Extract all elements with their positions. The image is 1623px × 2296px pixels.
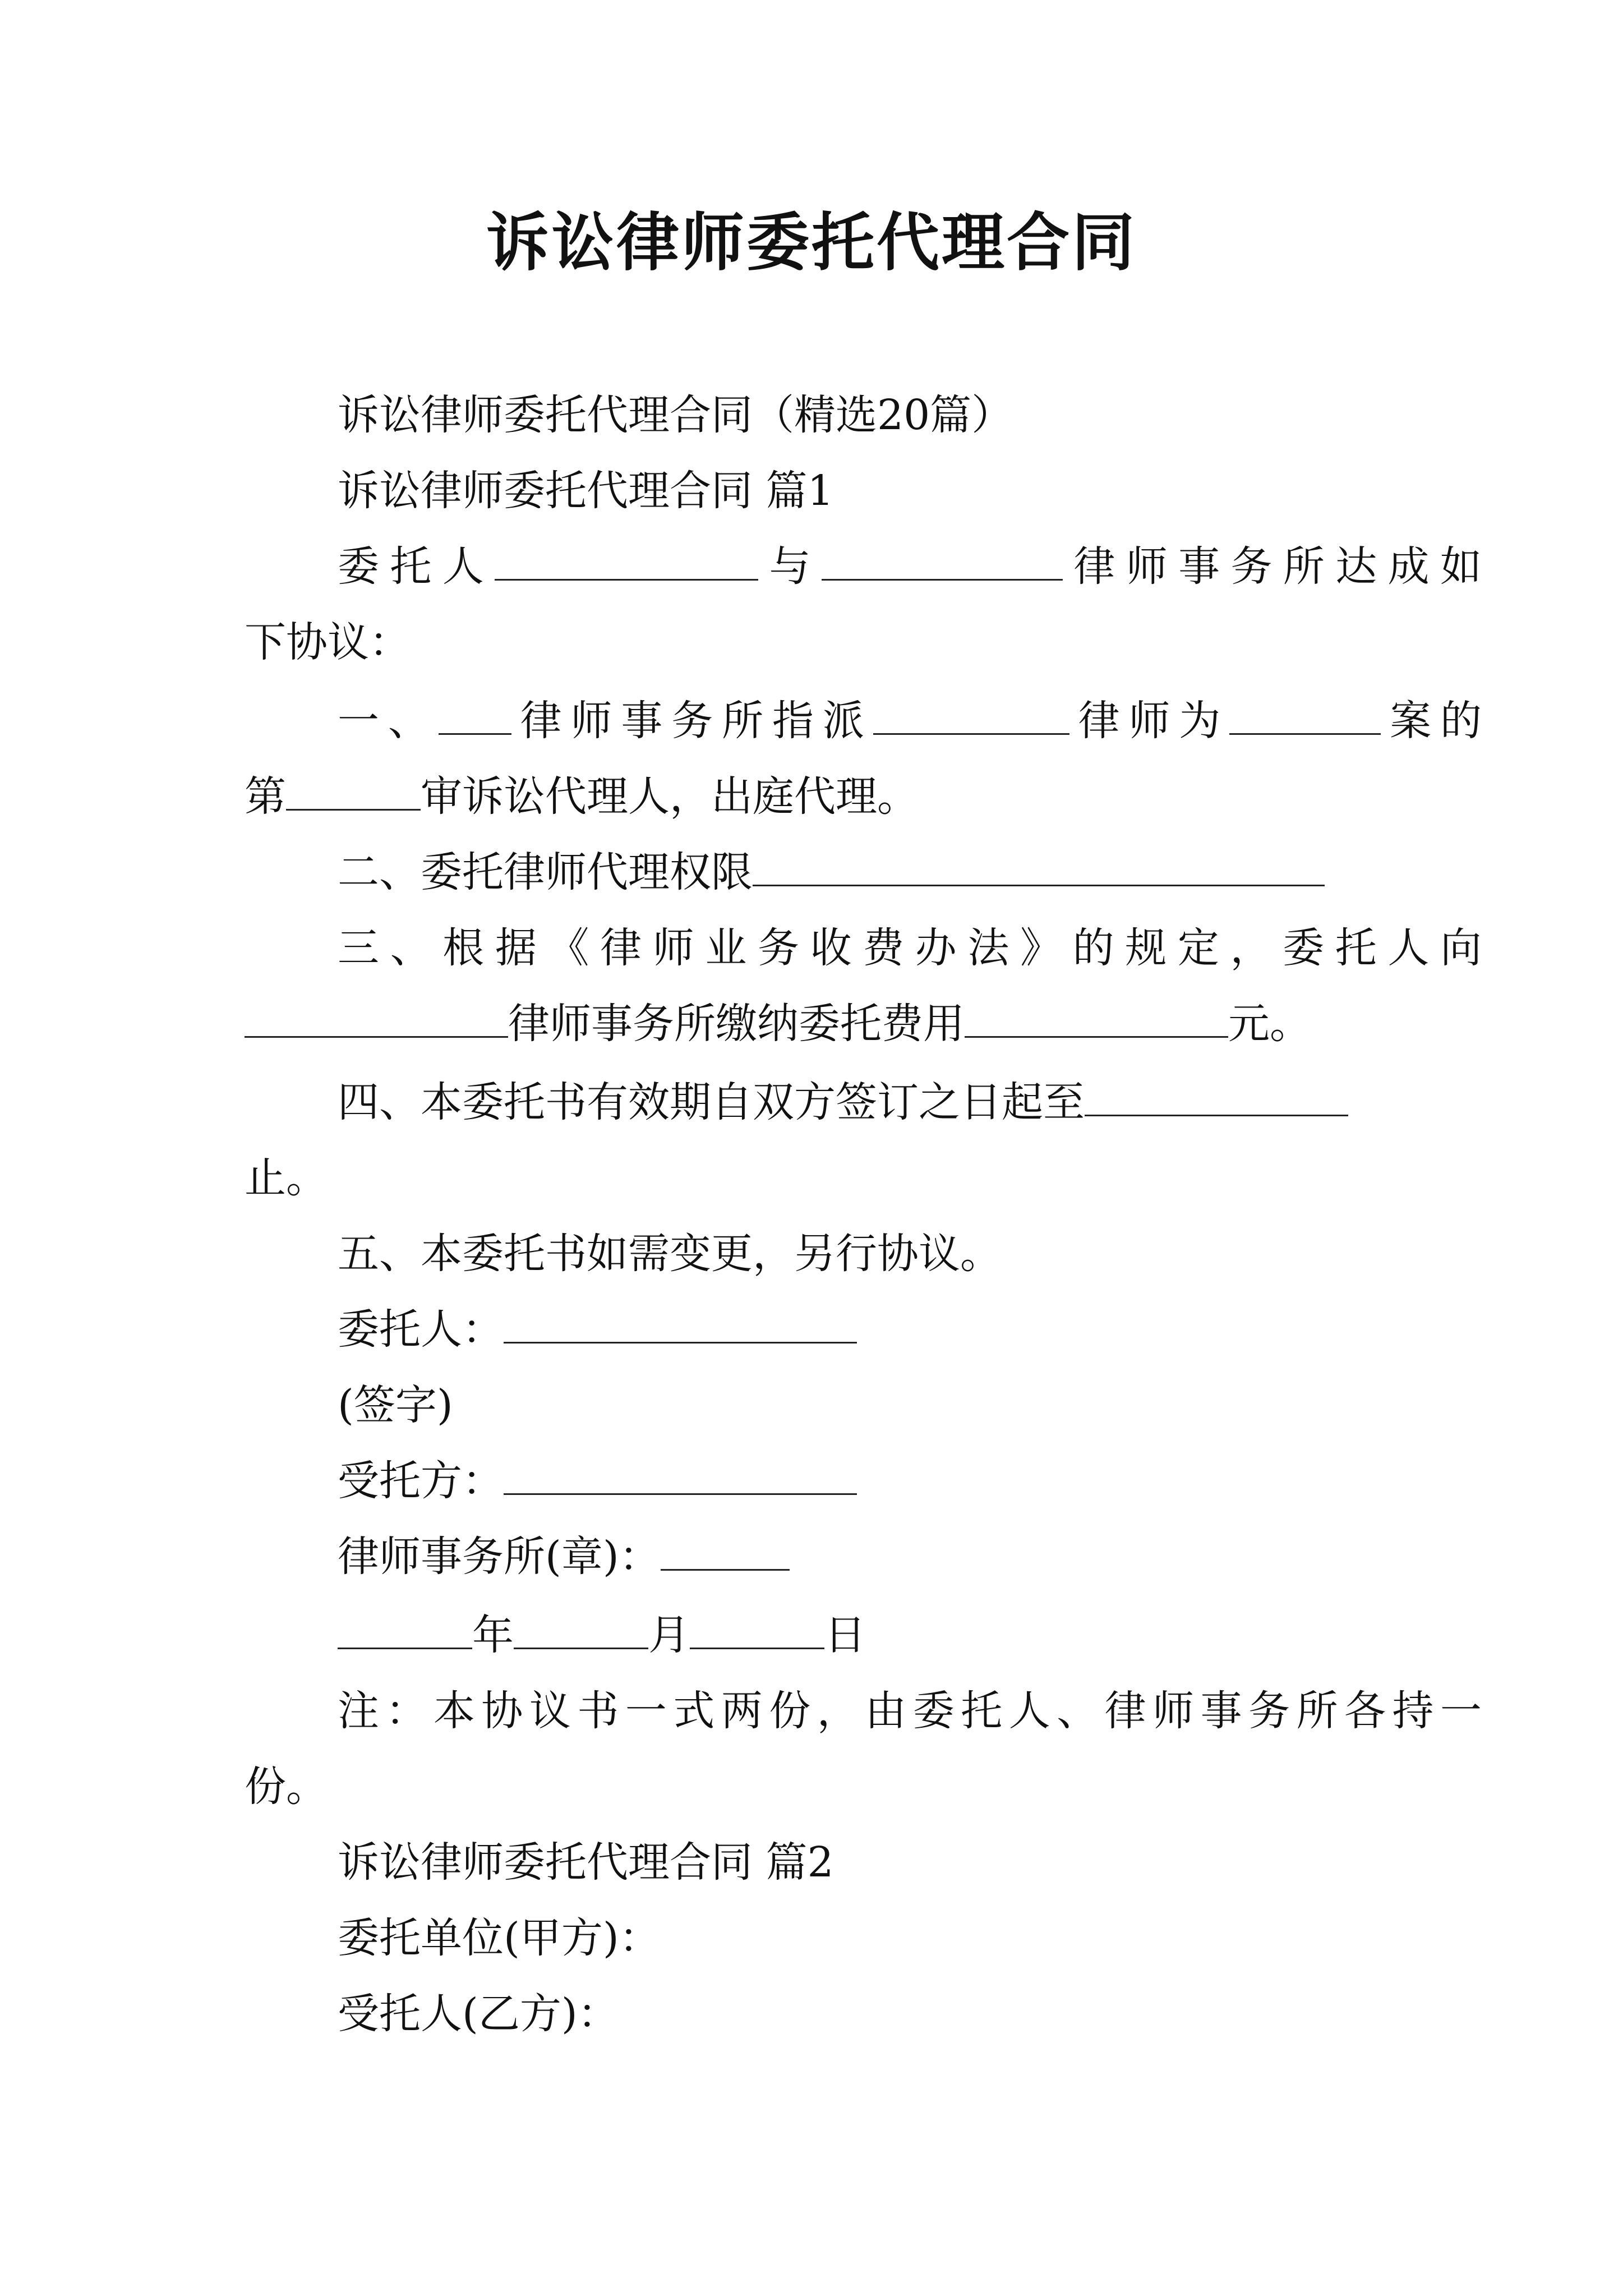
item3-fee-text: 律师事务所缴纳委托费用 (508, 1000, 965, 1048)
date-line (245, 1607, 1482, 1663)
day-label: 日 (824, 1611, 866, 1659)
item1-assign-text: 律师事务所指派 (511, 697, 873, 745)
item2-line (245, 844, 1482, 900)
intro-client-label: 委托人 (338, 542, 495, 591)
item1-lawyer-blank (873, 696, 1069, 735)
item1-line (245, 693, 1482, 749)
item3-continuation (245, 996, 1389, 1052)
document-title: 诉讼律师委托代理合同 (486, 206, 1137, 279)
firm-name-blank (822, 542, 1063, 581)
year-blank (338, 1611, 472, 1649)
client-name-blank (495, 542, 758, 581)
firm-seal-blank (661, 1532, 790, 1571)
intro-line (245, 539, 1482, 595)
note-line: 注：本协议书一式两份，由委托人、律师事务所各持一 (338, 1687, 1482, 1735)
intro-firm-text: 律师事务所达成如 (1062, 542, 1482, 591)
item4-line (245, 1074, 1482, 1130)
client-signature-blank (504, 1305, 857, 1343)
firm-seal-line (245, 1529, 1482, 1585)
item1-case-blank (1229, 696, 1381, 735)
intro-continuation: 下协议： (245, 618, 411, 666)
day-blank (690, 1611, 824, 1649)
item1-case-text: 案的 (1381, 697, 1482, 745)
client-signature-line (245, 1301, 1482, 1358)
item1-instance-prefix: 第 (245, 772, 286, 821)
agent-label: 受托方： (338, 1457, 504, 1505)
section2-heading: 诉讼律师委托代理合同 篇2 (338, 1838, 834, 1887)
item1-continuation (245, 769, 1389, 825)
item4-text: 四、本委托书有效期自双方签订之日起至 (338, 1078, 1085, 1126)
item1-instance-blank (286, 772, 421, 811)
client-label: 委托人： (338, 1305, 504, 1354)
intro-and: 与 (758, 542, 822, 591)
note-continuation: 份。 (245, 1763, 328, 1811)
item1-lawyer-text: 律师为 (1069, 697, 1230, 745)
document-subtitle: 诉讼律师委托代理合同（精选20篇） (338, 391, 1013, 439)
item3-firm-blank (245, 999, 508, 1038)
firm-seal-label: 律师事务所(章)： (338, 1533, 661, 1581)
item3-unit: 元。 (1228, 1000, 1311, 1048)
item1-instance-text: 审诉讼代理人，出庭代理。 (421, 772, 919, 821)
year-label: 年 (472, 1611, 514, 1659)
month-label: 月 (648, 1611, 690, 1659)
month-blank (514, 1611, 648, 1649)
item4-continuation: 止。 (245, 1154, 328, 1202)
agent-signature-blank (504, 1456, 857, 1495)
sign-note: (签字) (338, 1381, 453, 1429)
item2-text: 二、委托律师代理权限 (338, 848, 753, 896)
item3-amount-blank (965, 999, 1228, 1038)
agent-signature-line (245, 1453, 1482, 1509)
item1-number: 一、 (338, 697, 439, 745)
party-b-line: 受托人(乙方)： (338, 1990, 619, 2038)
item5-line: 五、本委托书如需变更，另行协议。 (338, 1230, 1002, 1278)
item1-firm-blank (439, 696, 511, 735)
party-a-line: 委托单位(甲方)： (338, 1914, 661, 1962)
item2-authority-blank (753, 848, 1325, 886)
section1-heading: 诉讼律师委托代理合同 篇1 (338, 467, 834, 515)
item4-date-blank (1085, 1078, 1348, 1116)
item3-line: 三、根据《律师业务收费办法》的规定，委托人向 (338, 924, 1482, 972)
